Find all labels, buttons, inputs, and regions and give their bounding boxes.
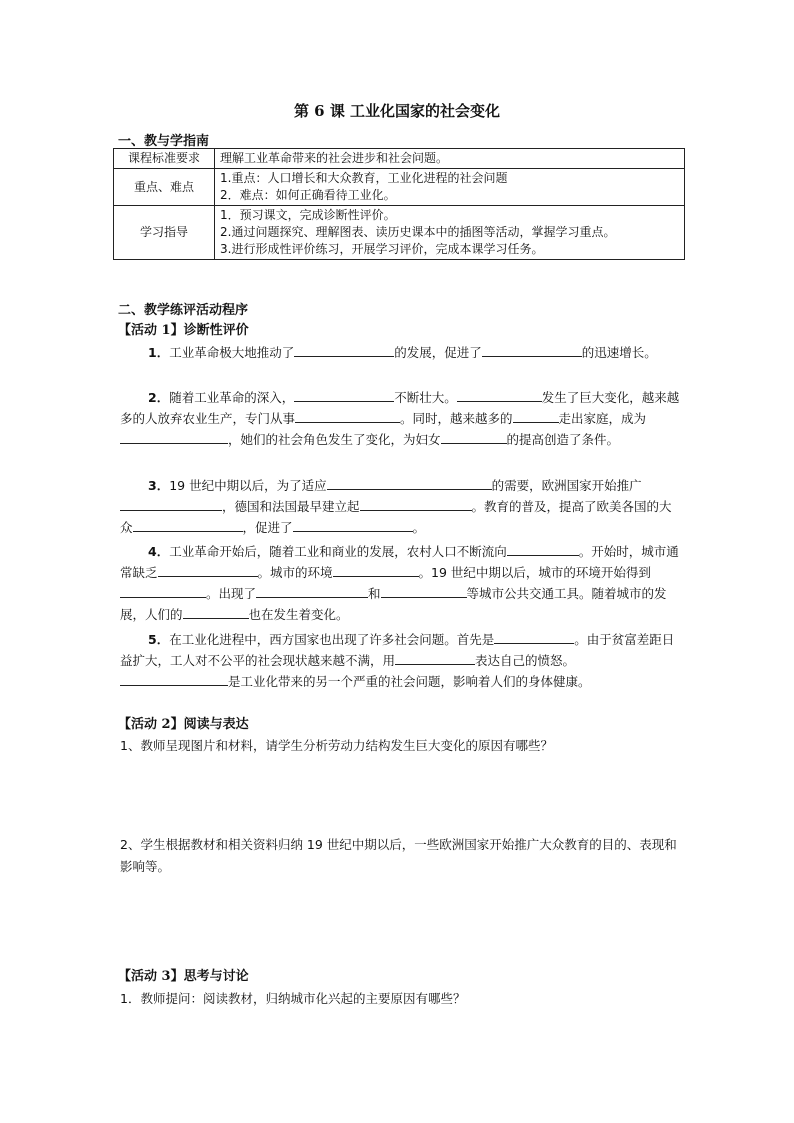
row-content bbox=[215, 169, 685, 206]
activity2-question-2: 2、学生根据教材和相关资料归纳 19 世纪中期以后，一些欧洲国家开始推广大众教育的目的、表现和影响等。 bbox=[120, 837, 677, 874]
answer-blank[interactable] bbox=[494, 630, 574, 644]
answer-blank[interactable] bbox=[295, 409, 400, 423]
item-number: 3． bbox=[148, 478, 170, 493]
item-text: 不断壮大。 bbox=[394, 390, 457, 405]
item-text: 。19 世纪中期以后，城市的环境开始得到 bbox=[418, 565, 651, 580]
answer-blank[interactable] bbox=[120, 497, 222, 511]
item-text: 。开始时，城市通常缺乏 bbox=[120, 544, 679, 580]
row-line: 3.进行形成性评价练习，开展学习评价，完成本课学习任务。 bbox=[220, 242, 544, 256]
fill-in-item-1 bbox=[120, 342, 680, 363]
table-row bbox=[114, 169, 685, 206]
answer-blank[interactable] bbox=[482, 343, 582, 357]
item-text: 。同时，越来越多的 bbox=[400, 411, 513, 426]
page-title: 第 6 课 工业化国家的社会变化 bbox=[293, 102, 501, 120]
item-text: 。出现了 bbox=[206, 586, 257, 601]
answer-blank[interactable] bbox=[294, 343, 394, 357]
answer-blank[interactable] bbox=[327, 476, 492, 490]
activity2-question-1: 1、教师呈现图片和材料，请学生分析劳动力结构发生巨大变化的原因有哪些？ bbox=[120, 738, 553, 753]
activity2-heading: 【活动 2】阅读与表达 bbox=[118, 717, 249, 732]
answer-blank[interactable] bbox=[293, 518, 413, 532]
answer-blank[interactable] bbox=[333, 563, 419, 577]
answer-blank[interactable] bbox=[183, 605, 249, 619]
table-row bbox=[114, 206, 685, 260]
item-text: 的需要，欧洲国家开始推广 bbox=[491, 478, 642, 493]
fill-in-item-2 bbox=[120, 387, 680, 450]
row-label: 学习指导 bbox=[114, 206, 215, 260]
item-text: 是工业化带来的另一个严重的社会问题，影响着人们的身体健康。 bbox=[228, 674, 591, 689]
item-text: 工业革命极大地推动了 bbox=[169, 345, 295, 360]
answer-blank[interactable] bbox=[395, 651, 475, 665]
item-number: 2． bbox=[148, 390, 170, 405]
answer-blank[interactable] bbox=[120, 430, 228, 444]
row-line: 2.通过问题探究、理解图表、读历史课本中的插图等活动，掌握学习重点。 bbox=[220, 225, 616, 239]
answer-blank[interactable] bbox=[133, 518, 243, 532]
item-text: 的提高创造了条件。 bbox=[506, 432, 620, 447]
item-number: 5． bbox=[148, 632, 170, 647]
answer-blank[interactable] bbox=[507, 542, 579, 556]
answer-blank[interactable] bbox=[120, 672, 228, 686]
answer-blank[interactable] bbox=[158, 563, 258, 577]
item-text: 。城市的环境 bbox=[257, 565, 333, 580]
item-text: 的迅速增长。 bbox=[581, 345, 657, 360]
item-text: 等城市公共交通工具。随着城市的发展，人们的 bbox=[120, 586, 667, 622]
section-heading-guide: 一、教与学指南 bbox=[118, 134, 210, 149]
table-row bbox=[114, 149, 685, 169]
item-text: 发生了巨大变化，越来越多的人放弃农业生产，专门从事 bbox=[120, 390, 680, 426]
row-line: 1．预习课文，完成诊断性评价。 bbox=[220, 208, 396, 222]
item-text: 。由于贫富差距日益扩大，工人对不公平的社会现状越来越不满，用 bbox=[120, 632, 675, 668]
activity1-heading: 【活动 1】诊断性评价 bbox=[118, 323, 249, 338]
fill-in-item-5 bbox=[120, 629, 680, 692]
item-text: 的发展，促进了 bbox=[394, 345, 482, 360]
item-text: 也在发生着变化。 bbox=[248, 607, 349, 622]
item-text: ，促进了 bbox=[242, 520, 293, 535]
item-text: 。教育的普及，提高了欧美各国的大众 bbox=[120, 499, 672, 535]
section-heading-activities: 二、教学练评活动程序 bbox=[118, 303, 249, 318]
answer-blank[interactable] bbox=[457, 388, 542, 402]
row-line: 理解工业革命带来的社会进步和社会问题。 bbox=[220, 151, 449, 165]
row-label: 课程标准要求 bbox=[114, 149, 215, 169]
answer-blank[interactable] bbox=[360, 497, 472, 511]
item-text: ，德国和法国最早建立起 bbox=[222, 499, 360, 514]
item-text: 工业革命开始后，随着工业和商业的发展，农村人口不断流向 bbox=[169, 544, 507, 559]
row-label: 重点、难点 bbox=[114, 169, 215, 206]
fill-in-item-4 bbox=[120, 541, 680, 625]
row-content bbox=[215, 149, 685, 169]
fill-in-item-3 bbox=[120, 475, 680, 538]
answer-blank[interactable] bbox=[441, 430, 507, 444]
answer-blank[interactable] bbox=[294, 388, 394, 402]
item-text: 在工业化进程中，西方国家也出现了许多社会问题。首先是 bbox=[169, 632, 495, 647]
item-text: 和 bbox=[368, 586, 381, 601]
row-line: 2．难点：如何正确看待工业化。 bbox=[220, 188, 396, 202]
answer-blank[interactable] bbox=[513, 409, 559, 423]
answer-blank[interactable] bbox=[120, 584, 206, 598]
item-text: 。 bbox=[412, 520, 426, 535]
item-text: 19 世纪中期以后，为了适应 bbox=[169, 478, 327, 493]
item-text: 走出家庭，成为 bbox=[558, 411, 647, 426]
item-number: 4． bbox=[148, 544, 170, 559]
item-text: 表达自己的愤怒。 bbox=[475, 653, 576, 668]
item-text: 随着工业革命的深入， bbox=[169, 390, 295, 405]
row-line: 1.重点：人口增长和大众教育，工业化进程的社会问题 bbox=[220, 171, 508, 185]
activity3-question-1: 1．教师提问：阅读教材，归纳城市化兴起的主要原因有哪些？ bbox=[120, 991, 466, 1006]
item-text: ，她们的社会角色发生了变化，为妇女 bbox=[228, 432, 441, 447]
activity3-heading: 【活动 3】思考与讨论 bbox=[118, 969, 249, 984]
item-number: 1． bbox=[148, 345, 170, 360]
answer-blank[interactable] bbox=[256, 584, 368, 598]
guide-table bbox=[113, 148, 685, 260]
answer-blank[interactable] bbox=[381, 584, 467, 598]
row-content bbox=[215, 206, 685, 260]
